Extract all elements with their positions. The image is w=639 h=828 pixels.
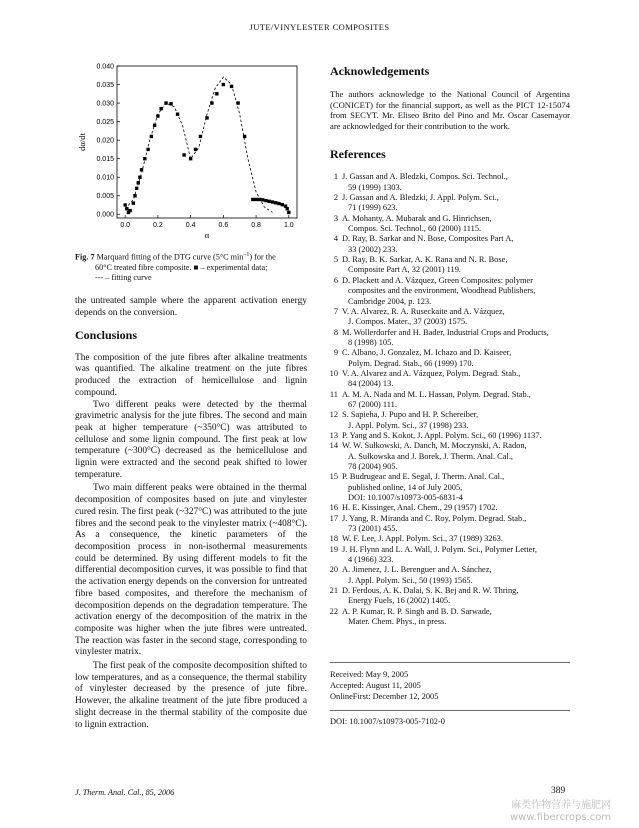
divider (330, 710, 570, 711)
data-point (251, 198, 254, 201)
data-point (271, 200, 274, 203)
reference-number: 18 (329, 534, 338, 544)
y-tick-label: 0.010 (96, 174, 114, 182)
conclusions-p2: Two different peaks were detected by the thermal gravimetric analysis for the jute fibres. The second and main peak at higher temperature (~350°C) was attributed to cellulose and some lignin compound. The first peak at low temperature (~300°C) decreased as the hemicellulose and lignin were extracted and the second peak shifted to lower temperature. (75, 399, 307, 480)
reference-line: Mater. Chem. Phys., in press. (348, 617, 447, 627)
right-column (330, 58, 570, 726)
reference-line: 4 (1966) 323. (348, 555, 394, 565)
continuation-paragraph: the untreated sample where the apparent activation energy depends on the conversion. (75, 296, 307, 319)
y-tick-label: 0.005 (96, 193, 114, 201)
reference-line: published online, 14 of July 2005, (348, 482, 463, 492)
reference-line: P. Yang and S. Kokot, J. Appl. Polym. Sci., 60 (1996) 1137. (342, 430, 542, 440)
reference-item (330, 586, 570, 607)
page-number: 389 (551, 786, 566, 796)
running-head: JUTE/VINYLESTER COMPOSITES (249, 22, 390, 32)
y-tick-label: 0.000 (96, 211, 114, 219)
reference-item (330, 410, 570, 431)
reference-line: W. W. Sułkowski, A. Danch, M. Moczynski, A. Radon, (342, 441, 527, 451)
x-tick-label: 0.2 (153, 222, 163, 229)
data-point (222, 83, 225, 86)
data-point (264, 199, 267, 202)
data-point (267, 200, 270, 203)
conclusions-p1: The composition of the jute fibres after alkaline treatments was quantified. The alkaline treatment on the jute fibres produced the extraction of hemicellulose and lignin compound. (75, 352, 307, 398)
caption-text-2: 60°C treated fibre composite. ■ – experimental data; (95, 262, 268, 272)
reference-number: 13 (329, 430, 338, 440)
data-point (164, 101, 167, 104)
reference-item (330, 390, 570, 411)
reference-line: Energy Fuels, 16 (2002) 1405. (348, 596, 451, 606)
y-tick-label: 0.020 (96, 137, 114, 145)
y-tick-label: 0.040 (96, 63, 114, 71)
reference-item (330, 214, 570, 235)
reference-line: J. Yang, R. Miranda and C. Roy, Polym. Degrad. Stab., (342, 513, 527, 523)
reference-item (330, 307, 570, 328)
reference-line: Composite Part A, 32 (2001) 119. (348, 265, 461, 275)
reference-number: 4 (333, 234, 338, 244)
references-heading: References (330, 147, 386, 162)
reference-line: D. Ferdous, A. K. Dalai, S. K. Bej and R. W. Thring, (342, 586, 519, 596)
reference-number: 12 (329, 410, 338, 420)
reference-line: A. Sułkowska and J. Borek, J. Therm. Anal. Cal., (348, 451, 514, 461)
data-point (182, 153, 185, 156)
reference-line: J. Appl. Polym. Sci., 37 (1998) 233. (348, 420, 469, 430)
caption-sup: –1 (243, 252, 250, 258)
conclusions-heading: Conclusions (75, 327, 138, 342)
data-point (128, 209, 131, 212)
reference-item (330, 348, 570, 369)
reference-number: 1 (333, 172, 338, 182)
reference-line: J. Compos. Mater., 37 (2003) 1575. (348, 317, 468, 327)
reference-number: 19 (329, 544, 338, 554)
data-point (159, 107, 162, 110)
caption-text-1-end: ) for the (249, 252, 276, 262)
watermark-line-2: www.fibercrops.com (510, 812, 612, 823)
reference-line: D. Ray, B. Sarkar and N. Bose, Composites Part A, (342, 234, 514, 244)
data-point (189, 157, 192, 160)
watermark (510, 800, 611, 824)
data-point (169, 102, 172, 105)
reference-number: 21 (329, 586, 338, 596)
reference-line: J. Appl. Polym. Sci., 50 (1993) 1565. (348, 575, 473, 585)
reference-line: A. Jimenez, J. L. Berenguer and A. Sánchez, (342, 565, 492, 575)
reference-item (330, 328, 570, 349)
reference-line: C. Albano, J. Gonzalez, M. Ichazo and D. Kaiseer, (342, 348, 512, 358)
data-point (194, 148, 197, 151)
reference-line: 8 (1998) 105. (348, 337, 394, 347)
data-point (132, 201, 135, 204)
y-tick-label: 0.015 (96, 156, 114, 164)
data-point (243, 135, 246, 138)
divider (330, 662, 570, 663)
reference-line: M. Wollerdorfer and H. Bader, Industrial Crops and Products, (342, 327, 549, 337)
fitting-curve (125, 77, 272, 212)
reference-line: D. Ray, B. K. Sarkar, A. K. Rana and N. R. Bose, (342, 255, 508, 265)
data-point (205, 116, 208, 119)
reference-number: 14 (329, 441, 338, 451)
reference-line: 78 (2004) 905. (348, 462, 398, 471)
ack-text: The authors acknowledge to the National Council of Argentina (CONICET) for the financial support, as well as the PICT 12-15074 from SECYT. Mr. Eliseo Brito del Pino and Mr. Oscar Casemayor are acknowledged for their contribution to the work. (330, 89, 570, 131)
reference-line: D. Plackett and A. Vázquez, Green Composites: polymer (342, 275, 534, 285)
plot-frame (117, 66, 297, 218)
reference-line: Compos. Sci. Technol., 60 (2000) 1115. (348, 224, 482, 234)
reference-item (330, 545, 570, 566)
data-point (230, 85, 233, 88)
reference-line: Polym. Degrad. Stab., 66 (1999) 170. (348, 358, 474, 368)
reference-number: 20 (329, 565, 338, 575)
data-point (146, 148, 149, 151)
reference-number: 6 (333, 275, 338, 285)
data-point (143, 157, 146, 160)
conclusions-p4: The first peak of the composite decomposition shifted to low temperatures, and as a consequence, the thermal stability of vinylester decreased by the presence of jute fibre. However, the alkaline treatment of the jute fibre produced a slight decrease in the thermal stability of the composite due to lignin extraction. (75, 661, 307, 730)
data-point (274, 201, 277, 204)
reference-number: 16 (329, 503, 338, 513)
x-tick-label: 0.4 (185, 222, 196, 229)
reference-item (330, 441, 570, 472)
data-point (285, 207, 288, 210)
reference-line: 73 (2001) 455. (348, 524, 398, 534)
article-doi: DOI: 10.1007/s10973-005-7102-0 (330, 716, 445, 726)
data-point (135, 187, 138, 190)
data-point (150, 135, 153, 138)
reference-item (330, 172, 570, 193)
dtg-chart (75, 58, 307, 248)
data-point (281, 203, 284, 206)
reference-line: DOI: 10.1007/s10973-005-6831-4 (348, 493, 463, 503)
reference-item (330, 514, 570, 535)
reference-line: A. Mohanty, A. Mubarak and G. Hinrichsen, (342, 213, 492, 223)
data-point (156, 114, 159, 117)
data-point (287, 211, 290, 214)
x-tick-label: 1.0 (283, 222, 294, 229)
reference-item (330, 503, 570, 513)
y-tick-label: 0.025 (96, 119, 114, 127)
reference-number: 11 (329, 389, 338, 399)
data-point (153, 124, 156, 127)
caption-text-3: --- – fitting curve (95, 273, 152, 283)
data-point (125, 207, 128, 210)
data-point (215, 92, 218, 95)
data-point (236, 101, 239, 104)
reference-line: 33 (2002) 233. (348, 244, 398, 254)
data-point (140, 168, 143, 171)
reference-line: A. M. A. Nada and M. L. Hassan, Polym. Degrad. Stab., (342, 389, 531, 399)
watermark-line-1: 麻类作物营养与施肥网 (511, 800, 612, 811)
x-tick-label: 0.6 (218, 222, 229, 229)
reference-line: J. H. Flynn and L. A. Wall, J. Polym. Sci., Polymer Letter, (342, 544, 537, 554)
data-point (261, 198, 264, 201)
reference-number: 8 (333, 327, 338, 337)
reference-item (330, 234, 570, 255)
reference-number: 15 (329, 472, 338, 482)
y-tick-label: 0.035 (96, 81, 114, 89)
reference-line: V. A. Alvarez and A. Vázquez, Polym. Degrad. Stab., (342, 368, 521, 378)
reference-line: composites and the environment, Woodhead Publishers, (348, 286, 536, 296)
reference-line: Cambridge 2004, p. 123. (348, 296, 432, 306)
x-axis-label: α (204, 230, 210, 240)
y-tick-label: 0.030 (96, 100, 114, 108)
reference-line: A. P. Kumar, R. P. Singh and B. D. Sarwade, (342, 606, 492, 616)
reference-number: 7 (333, 306, 338, 316)
reference-line: P. Budrugeac and E. Segal, J. Therm. Anal. Cal., (342, 472, 505, 482)
reference-item (330, 255, 570, 276)
data-point (254, 198, 257, 201)
ack-heading: Acknowledgements (330, 64, 430, 78)
data-point (210, 101, 213, 104)
y-axis-label: dα/dt (77, 133, 87, 151)
caption-label: Fig. 7 (75, 252, 95, 262)
left-column (75, 58, 307, 731)
accepted-date: Accepted: August 11, 2005 (330, 680, 421, 690)
reference-number: 2 (333, 193, 338, 203)
reference-number: 5 (333, 255, 338, 265)
data-point (258, 198, 261, 201)
data-point (133, 194, 136, 197)
reference-number: 9 (333, 348, 338, 358)
reference-line: S. Sapieha, J. Pupo and H. P. Schereiber, (342, 410, 479, 420)
reference-item (330, 369, 570, 390)
received-date: Received: May 9, 2005 (330, 669, 409, 679)
data-point (137, 181, 140, 184)
reference-line: 84 (2004) 13. (348, 379, 394, 389)
data-point (123, 203, 126, 206)
reference-number: 10 (329, 368, 338, 378)
history-dates (330, 669, 570, 702)
reference-line: J. Gassan and A. Bledzki, J. Appl. Polym. Sci., (342, 193, 499, 203)
reference-line: V. A. Alvarez, R. A. Ruseckaite and A. Vázquez, (342, 306, 505, 316)
x-tick-label: 0.8 (251, 222, 261, 229)
reference-item (330, 472, 570, 503)
reference-item (330, 534, 570, 544)
data-point (176, 112, 179, 115)
x-tick-label: 0.0 (120, 222, 131, 229)
caption-text-1: Marquard fitting of the DTG curve (5°C min (94, 252, 244, 262)
reference-item (330, 565, 570, 586)
data-point (138, 176, 141, 179)
references-list (330, 172, 570, 627)
reference-line: W. F. Lee, J. Appl. Polym. Sci., 37 (1989) 3263. (342, 534, 503, 544)
reference-line: 59 (1999) 1303. (348, 182, 402, 192)
reference-item (330, 431, 570, 441)
figure-7 (75, 58, 307, 248)
reference-number: 22 (329, 606, 338, 616)
reference-item (330, 193, 570, 214)
conclusions-p3: Two main different peaks were obtained in the thermal decomposition of composites based on jute and vinylester cured resin. The first peak (~327°C) was attributed to the jute fibres and the second peak to the vinylester matrix (~408°C). As a consequence, the kinetic parameters of the decomposition process in non-isothermal measurements could be determined. By using different models to fit the differential decomposition curves, it was possible to find that the activation energy depends on the conversion for untreated fibre based composites, and therefore the mechanism of decomposition depends on the degradation temperature. The activation energy of the decomposition of the matrix in the composite was higher when the jute fibres were untreated. The reaction was faster in the second stage, corresponding to vinylester matrix. (75, 483, 307, 658)
reference-line: 67 (2000) 111. (348, 399, 397, 409)
reference-line: 71 (1999) 623. (348, 203, 398, 213)
reference-item (330, 276, 570, 307)
reference-line: J. Gassan and A. Bledzki, Compos. Sci. Technol., (342, 172, 508, 182)
reference-number: 3 (333, 213, 338, 223)
online-date: OnlineFirst: December 12, 2005 (330, 691, 439, 701)
figure-caption (75, 250, 307, 283)
journal-citation: J. Therm. Anal. Cal., 85, 2006 (75, 788, 175, 797)
data-point (277, 202, 280, 205)
reference-item (330, 607, 570, 628)
data-point (199, 135, 202, 138)
reference-number: 17 (329, 513, 338, 523)
reference-line: H. E. Kissinger, Anal. Chem., 29 (1957) 1702. (342, 503, 498, 513)
